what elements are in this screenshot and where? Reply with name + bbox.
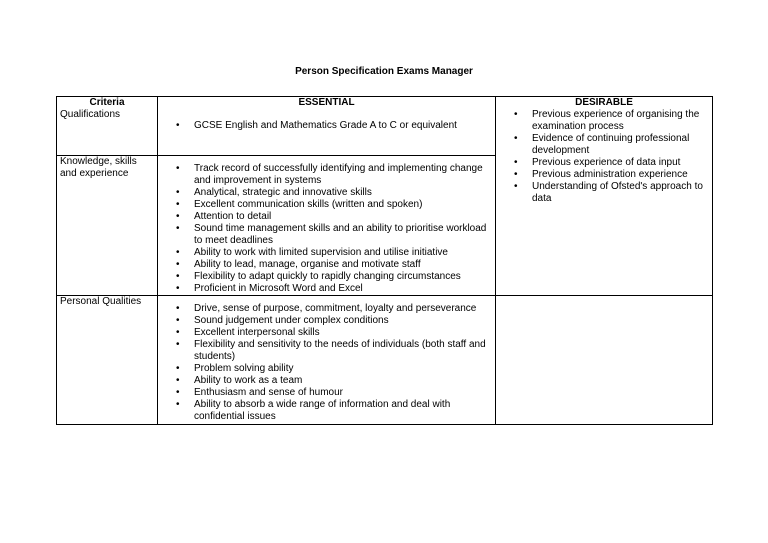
list-item: • Problem solving ability — [161, 363, 492, 375]
list-item: • Analytical, strategic and innovative skills — [161, 187, 492, 199]
essential-cell-personal-qualities — [158, 296, 496, 425]
list-item: • Sound time management skills and an ability to prioritise workload to meet deadlines — [161, 223, 492, 247]
person-specification-table — [56, 96, 713, 425]
list-item: • Previous experience of data input — [499, 157, 709, 169]
list-item: • Enthusiasm and sense of humour — [161, 387, 492, 399]
essential-header: ESSENTIAL — [298, 97, 355, 108]
list-item: • Evidence of continuing professional development — [499, 133, 709, 157]
list-item: • Drive, sense of purpose, commitment, loyalty and perseverance — [161, 303, 492, 315]
list-item: • Proficient in Microsoft Word and Excel — [161, 283, 492, 295]
list-item: • Attention to detail — [161, 211, 492, 223]
desirable-cell-personal-qualities — [496, 296, 713, 425]
list-item: • Track record of successfully identifying and implementing change and improvement in systems — [161, 163, 492, 187]
essential-cell-qualifications — [158, 97, 496, 156]
criteria-cell-personal-qualities — [57, 296, 158, 425]
list-item: • Flexibility and sensitivity to the needs of individuals (both staff and students) — [161, 339, 492, 363]
table-row-personal-qualities — [57, 296, 713, 425]
criteria-cell-qualifications — [57, 97, 158, 156]
list-item: • Previous experience of organising the examination process — [499, 109, 709, 133]
list-item: • Ability to work with limited supervision and utilise initiative — [161, 247, 492, 259]
desirable-list — [499, 109, 709, 205]
criteria-cell-knowledge — [57, 156, 158, 296]
row-label-personal-qualities: Personal Qualities — [60, 296, 142, 307]
list-item: • Understanding of Ofsted's approach to data — [499, 181, 709, 205]
list-item: • Ability to absorb a wide range of information and deal with confidential issues — [161, 399, 492, 423]
list-item: • Ability to work as a team — [161, 375, 492, 387]
essential-list-personal-qualities — [161, 303, 492, 423]
essential-list-knowledge — [161, 163, 492, 295]
list-item: • GCSE English and Mathematics Grade A to C or equivalent — [161, 120, 492, 132]
row-label-knowledge: Knowledge, skills and experience — [60, 156, 137, 179]
list-item: • Ability to lead, manage, organise and motivate staff — [161, 259, 492, 271]
page-title: Person Specification Exams Manager — [295, 66, 473, 77]
table-row-qualifications — [57, 97, 713, 156]
list-item: • Previous administration experience — [499, 169, 709, 181]
row-label-qualifications: Qualifications — [60, 109, 121, 120]
list-item: • Sound judgement under complex conditions — [161, 315, 492, 327]
list-item: • Excellent interpersonal skills — [161, 327, 492, 339]
desirable-cell — [496, 97, 713, 296]
essential-list-qualifications — [161, 120, 492, 132]
list-item: • Excellent communication skills (written and spoken) — [161, 199, 492, 211]
desirable-header: DESIRABLE — [575, 97, 633, 108]
list-item: • Flexibility to adapt quickly to rapidly changing circumstances — [161, 271, 492, 283]
criteria-header: Criteria — [89, 97, 125, 108]
essential-cell-knowledge — [158, 156, 496, 296]
